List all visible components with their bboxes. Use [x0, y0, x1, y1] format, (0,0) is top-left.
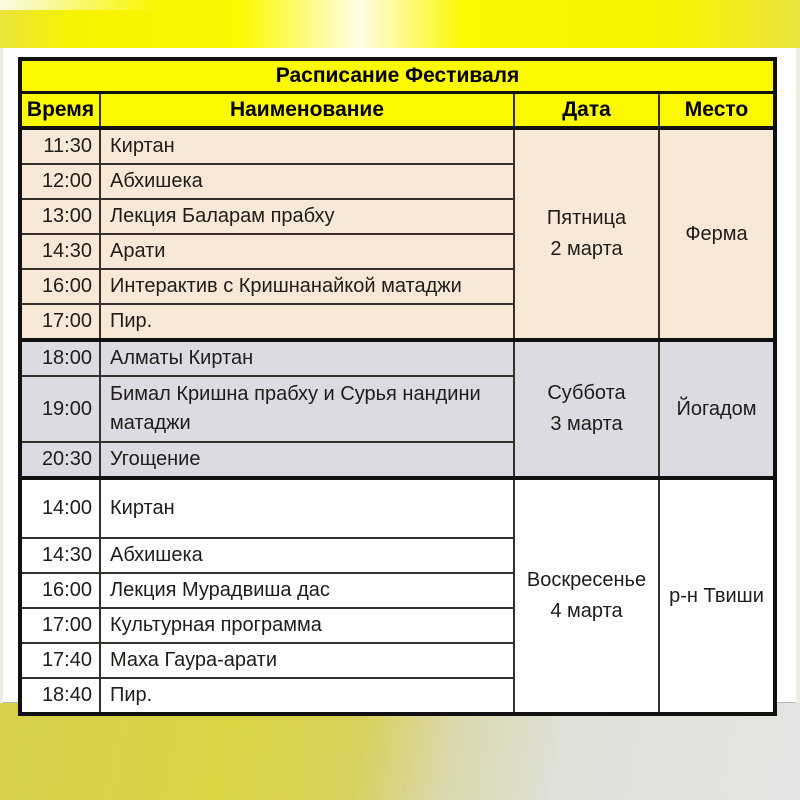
place-cell: Йогадом [659, 340, 775, 478]
event-name-cell [100, 164, 514, 199]
event-name-text: Абхишека [110, 170, 203, 192]
event-name-cell [100, 234, 514, 269]
schedule-row [20, 478, 775, 538]
time-cell: 19:00 [20, 376, 100, 442]
event-name-text: Алматы Киртан [110, 347, 254, 369]
time-cell: 14:30 [20, 234, 100, 269]
date-cell [514, 340, 659, 478]
event-name-cell [100, 269, 514, 304]
time-cell: 17:00 [20, 304, 100, 340]
event-name-cell [100, 376, 514, 442]
event-name-text: Абхишека [110, 544, 203, 566]
event-name-cell [100, 304, 514, 340]
event-name-cell [100, 478, 514, 538]
event-name-cell [100, 199, 514, 234]
date-cell [514, 128, 659, 340]
event-name-cell [100, 643, 514, 678]
event-name-text: Арати [110, 240, 166, 262]
page-title: Расписание Фестиваля [20, 59, 775, 93]
event-name-cell [100, 608, 514, 643]
place-cell: Ферма [659, 128, 775, 340]
date-cell [514, 478, 659, 714]
time-cell: 18:40 [20, 678, 100, 714]
event-name-text: Пир. [110, 310, 153, 332]
time-cell: 17:00 [20, 608, 100, 643]
column-header-time: Время [20, 93, 100, 129]
event-name-text: Киртан [110, 497, 175, 519]
column-header-date: Дата [514, 93, 659, 129]
time-cell: 12:00 [20, 164, 100, 199]
table-header-row [20, 93, 775, 129]
event-name-cell [100, 128, 514, 164]
schedule-row [20, 128, 775, 164]
time-cell: 16:00 [20, 269, 100, 304]
event-name-cell [100, 340, 514, 376]
time-cell: 20:30 [20, 442, 100, 478]
date-label: 2 марта [550, 238, 623, 260]
schedule-table [18, 57, 777, 716]
event-name-text: Бимал Кришна прабху и Сурья нандини матаджи [110, 383, 481, 434]
event-name-text: Интерактив с Кришнанайкой матаджи [110, 275, 462, 297]
schedule-card [3, 48, 796, 706]
event-name-text: Лекция Баларам прабху [110, 205, 335, 227]
place-cell: р-н Твиши [659, 478, 775, 714]
event-name-text: Киртан [110, 135, 175, 157]
time-cell: 14:00 [20, 478, 100, 538]
event-name-cell [100, 538, 514, 573]
time-cell: 13:00 [20, 199, 100, 234]
day-label: Суббота [547, 382, 626, 404]
top-banner [0, 0, 800, 48]
column-header-name: Наименование [100, 93, 514, 129]
event-name-text: Маха Гаура-арати [110, 649, 278, 671]
event-name-text: Угощение [110, 448, 201, 470]
bottom-banner [0, 703, 800, 800]
event-name-text: Пир. [110, 684, 153, 706]
schedule-body [20, 128, 775, 714]
column-header-place: Место [659, 93, 775, 129]
event-name-text: Лекция Мурадвиша дас [110, 579, 330, 601]
time-cell: 14:30 [20, 538, 100, 573]
time-cell: 11:30 [20, 128, 100, 164]
schedule-row [20, 340, 775, 376]
event-name-text: Культурная программа [110, 614, 322, 636]
day-label: Воскресенье [526, 569, 647, 591]
time-cell: 16:00 [20, 573, 100, 608]
date-label: 3 марта [550, 413, 623, 435]
time-cell: 18:00 [20, 340, 100, 376]
event-name-cell [100, 678, 514, 714]
date-label: 4 марта [550, 600, 623, 622]
event-name-cell [100, 442, 514, 478]
time-cell: 17:40 [20, 643, 100, 678]
table-title-row [20, 59, 775, 93]
day-label: Пятница [546, 207, 627, 229]
event-name-cell [100, 573, 514, 608]
